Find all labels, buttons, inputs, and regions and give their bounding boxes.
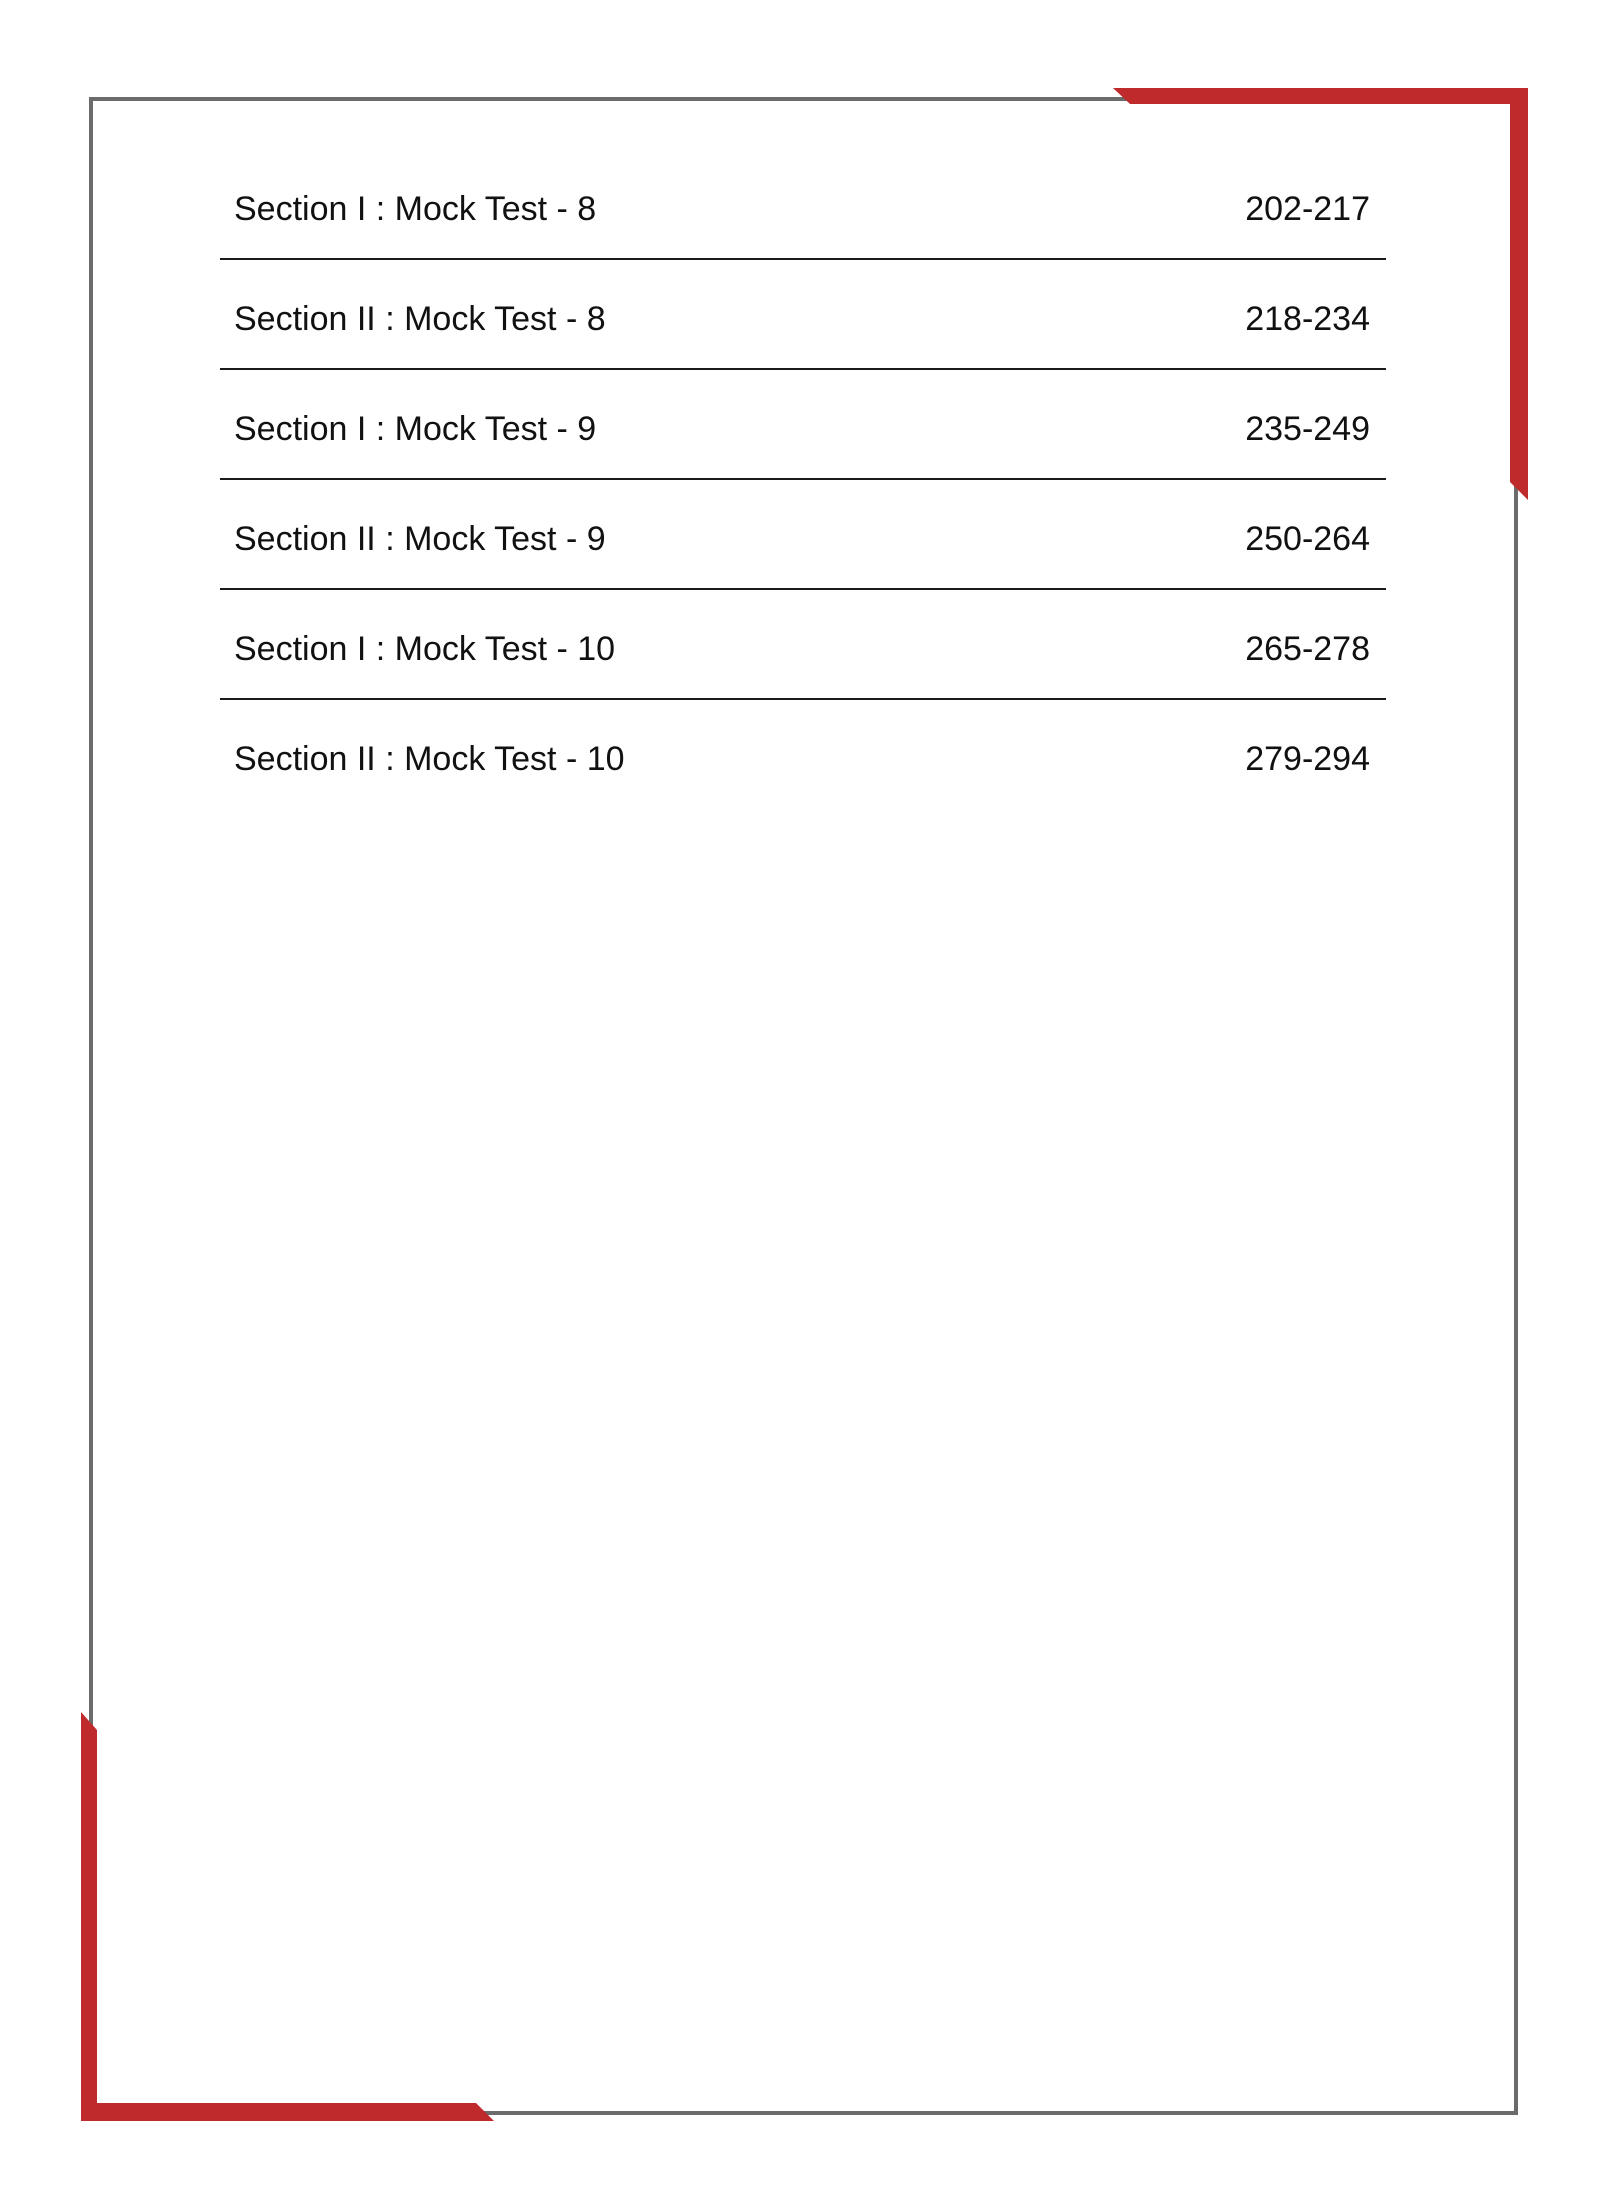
- toc-entry[interactable]: [220, 480, 1386, 590]
- toc-entry-pages: 202-217: [1245, 190, 1370, 228]
- table-of-contents: [220, 150, 1386, 810]
- toc-entry-title: Section II : Mock Test - 10: [234, 740, 625, 778]
- toc-entry-title: Section II : Mock Test - 9: [234, 520, 606, 558]
- toc-entry-title: Section I : Mock Test - 8: [234, 190, 597, 228]
- toc-entry-pages: 279-294: [1245, 740, 1370, 778]
- bottom-left-corner-accent: [81, 1712, 494, 2121]
- toc-entry-pages: 265-278: [1245, 630, 1370, 668]
- toc-entry[interactable]: [220, 260, 1386, 370]
- toc-entry-pages: 218-234: [1245, 300, 1370, 338]
- toc-entry-title: Section II : Mock Test - 8: [234, 300, 606, 338]
- toc-entry-title: Section I : Mock Test - 9: [234, 410, 597, 448]
- toc-entry[interactable]: [220, 590, 1386, 700]
- toc-entry-pages: 235-249: [1245, 410, 1370, 448]
- toc-entry[interactable]: [220, 370, 1386, 480]
- toc-entry-title: Section I : Mock Test - 10: [234, 630, 616, 668]
- toc-entry[interactable]: [220, 150, 1386, 260]
- toc-entry-pages: 250-264: [1245, 520, 1370, 558]
- toc-entry[interactable]: [220, 700, 1386, 810]
